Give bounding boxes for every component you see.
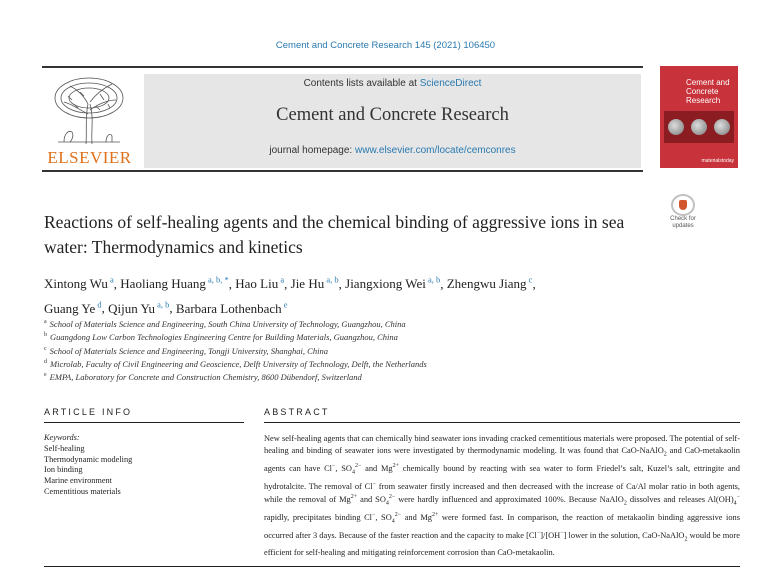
check-for-updates-button[interactable] [664,194,702,230]
author-separator: , [113,276,121,292]
superscript: 2− [394,512,402,519]
author-name-text: Guang Ye [44,300,96,316]
author-name[interactable] [120,276,228,291]
affiliation-item [44,317,734,330]
author-name-text: Haoliang Huang [120,276,206,292]
header-top-rule [42,66,643,68]
author-name-text: Zhengwu Jiang [446,276,527,292]
author-name-text: Hao Liu [235,276,279,292]
affiliation-letter: c [44,345,47,352]
author-name-text: Xintong Wu [44,276,108,292]
cover-disc-icon [714,119,730,135]
keywords-label: Keywords: [44,433,80,442]
author-name[interactable] [108,301,169,316]
author-affiliation-marker[interactable]: a, b [155,299,170,310]
author-name-text: Qijun Yu [108,300,155,316]
abstract-heading: ABSTRACT [264,407,330,417]
affiliation-list [44,317,734,384]
author-name[interactable] [44,301,102,316]
author-separator: , [228,276,236,292]
affiliation-item [44,357,734,370]
article-info-heading: ARTICLE INFO [44,407,133,417]
subscript: 4 [385,500,389,507]
affiliation-item [44,344,734,357]
bottom-rule [44,566,740,567]
journal-citation[interactable]: Cement and Concrete Research 145 (2021) 106450 [275,40,496,51]
cover-disc-icon [691,119,707,135]
subscript: 4 [351,469,355,476]
elsevier-wordmark: ELSEVIER [47,148,132,167]
affiliation-letter: b [44,332,47,339]
author-list [44,270,734,319]
cover-title: Cement and Concrete Research [686,78,730,105]
author-affiliation-marker[interactable]: c [526,275,533,285]
author-name-text: Barbara Lothenbach [175,300,282,316]
superscript: 2+ [392,462,399,469]
author-name[interactable] [44,276,114,291]
author-name[interactable] [235,276,284,291]
author-affiliation-marker[interactable]: e [281,299,288,310]
author-name[interactable] [446,275,536,292]
author-separator: , [440,276,447,292]
journal-cover-image[interactable] [660,66,738,168]
journal-homepage-link[interactable]: www.elsevier.com/locate/cemconres [355,145,516,156]
keywords-block [44,433,244,498]
superscript: 2+ [350,494,358,501]
affiliation-text: EMPA, Laboratory for Concrete and Construction Chemistry, 8600 Dübendorf, Switzerland [49,372,362,383]
author-affiliation-marker[interactable]: a, b [425,275,441,285]
keyword-item: Ion binding [44,465,83,475]
superscript: − [372,512,376,519]
subscript: 2 [663,451,667,458]
affiliation-text: School of Materials Science and Engineering, Tongji University, Shanghai, China [49,345,328,356]
sciencedirect-link[interactable]: ScienceDirect [419,78,482,89]
affiliation-text: Guangdong Low Carbon Technologies Engineering Centre for Building Materials, Guangzhou, China [50,332,398,343]
author-affiliation-marker[interactable]: a, b [324,275,339,285]
author-separator: , [101,300,109,316]
author-name-text: Jiangxiong Wei [345,276,426,292]
subscript: 4 [733,500,737,507]
article-title: Reactions of self-healing agents and the chemical binding of aggressive ions in sea water: Thermodynamics and kinetics [44,212,625,257]
author-affiliation-marker[interactable]: d [95,299,102,310]
cover-footer: materialstoday [701,158,734,164]
affiliation-letter: e [44,372,47,379]
affiliation-item [44,370,734,383]
keyword-item: Thermodynamic modeling [44,454,133,464]
affiliation-item [44,330,734,343]
subscript: 4 [391,518,395,525]
elsevier-logo[interactable] [42,74,137,169]
check-updates-icon [671,194,695,216]
header-bottom-rule [42,170,643,172]
elsevier-tree-icon [50,74,128,146]
check-updates-label: Check for updates [670,216,696,229]
author-separator: , [532,276,536,292]
superscript: 2− [354,462,362,469]
homepage-line [144,145,641,156]
abstract-rule [264,422,740,423]
author-name[interactable] [176,301,288,316]
author-affiliation-marker[interactable]: a, b, * [205,275,229,285]
contents-prefix: Contents lists available at [303,78,420,89]
author-affiliation-marker[interactable]: a [278,275,285,285]
keyword-list [44,444,244,498]
cover-image-strip [664,111,734,143]
author-name[interactable] [291,276,339,291]
superscript: − [332,462,336,469]
author-affiliation-marker[interactable]: a [107,275,114,285]
affiliation-letter: d [44,358,47,365]
homepage-prefix: journal homepage: [269,145,355,156]
cover-disc-icon [668,119,684,135]
subscript: 2 [684,536,688,543]
author-name-text: Jie Hu [290,276,325,292]
journal-title: Cement and Concrete Research [276,105,509,125]
author-name[interactable] [345,276,440,291]
author-separator: , [284,276,291,292]
superscript: − [536,530,541,537]
subscript: 2 [623,500,627,507]
author-separator: , [338,276,346,292]
article-info-rule [44,422,244,423]
abstract-text: New self-healing agents that can chemically bind seawater ions invading cracked cementitious materials were proposed. The potential of self-healing and binding of seawater ions were investigated by thermodynamic modeling. It was found that CaO-NaAlO$_2$ and CaO-metakaolin agents can have Cl−, $SO_4^{2-}$ and $Mg^{2+}$ chemically bound by reacting with sea water to form Friedel’s salt, Kuzel’s salt, ettringite and hydrotalcite. The removal of Cl− from seawater firstly increased and then decreased with the increase of Ca/Al molar ratio in both agents, while the removal of $Mg^{2+}$ and $SO_4^{2-}$ were hardly influenced and approximated 100%. Because NaAlO$_2$ dissolves and releases $Al(OH)_4^-$ rapidly, precipitates binding Cl−, $SO_4^{2-}$ and $Mg^{2+}$ were formed fast. In comparison, the reaction of metakaolin binding aggressive ions occurred after 3 days. Because of the faster reaction and the capacity to make [Cl−]/[OH−] lower in the solution, CaO-NaAlO$_2$ would be more efficient for self-healing and mitigating reinforcement corrosion than CaO-metakaolin. [264,434,741,557]
author-separator: , [169,300,176,316]
superscript: − [736,494,740,501]
keyword-item: Cementitious materials [44,486,121,496]
superscript: − [372,480,376,487]
contents-line [144,78,641,89]
superscript: 2+ [431,512,439,519]
affiliation-text: Microlab, Faculty of Civil Engineering and Geoscience, Delft University of Technology, Delft, the Netherlands [50,358,427,369]
affiliation-letter: a [44,319,47,325]
keyword-item: Marine environment [44,476,112,486]
superscript: 2− [388,494,396,501]
superscript: − [560,530,564,537]
affiliation-text: School of Materials Science and Engineering, South China University of Technology, Guangzhou, China [49,318,406,329]
keyword-item: Self-healing [44,443,85,453]
